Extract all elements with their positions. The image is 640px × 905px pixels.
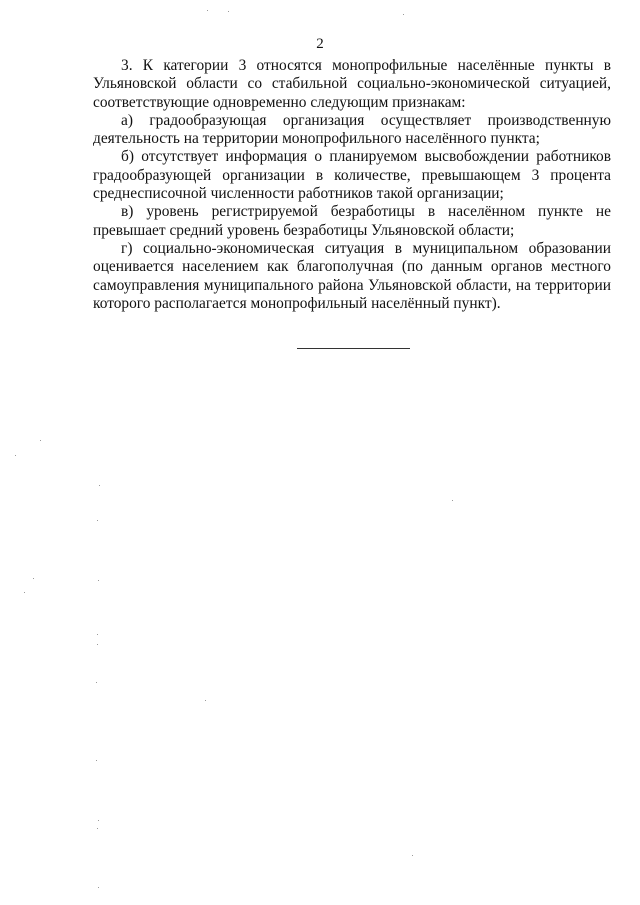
document-body bbox=[93, 57, 611, 313]
scan-speck bbox=[228, 11, 229, 12]
scan-speck bbox=[403, 14, 404, 15]
paragraph-criterion-a: а) градообразующая организация осуществляет производственную деятельность на территории монопрофильного населённого пункта; bbox=[93, 111, 611, 148]
scan-speck bbox=[15, 455, 16, 456]
scan-speck bbox=[33, 578, 34, 579]
paragraph-criterion-v: в) уровень регистрируемой безработицы в населённом пункте не превышает средний уровень безработицы Ульяновской области; bbox=[93, 203, 611, 239]
paragraph-criterion-g: г) социально-экономическая ситуация в муниципальном образовании оценивается населением как благополучная (по данным органов местного самоуправления муниципального района Ульяновской области, на территории которого располагается монопрофильный населённый пункт). bbox=[93, 239, 611, 312]
scan-speck bbox=[99, 485, 100, 486]
scan-speck bbox=[97, 644, 98, 645]
scan-speck bbox=[452, 500, 453, 501]
scan-speck bbox=[207, 10, 208, 11]
scan-speck bbox=[24, 592, 25, 593]
scan-speck bbox=[96, 760, 97, 761]
scan-speck bbox=[40, 440, 41, 441]
scan-speck bbox=[97, 828, 98, 829]
scan-speck bbox=[205, 700, 206, 701]
page-number: 2 bbox=[316, 36, 324, 52]
scan-speck bbox=[97, 634, 98, 635]
paragraph-category-3: 3. К категории 3 относятся монопрофильные населённые пункты в Ульяновской области со стабильной социально-экономической ситуацией, соответствующие одновременно следующим признакам: bbox=[93, 57, 611, 111]
scan-speck bbox=[412, 855, 413, 856]
scan-speck bbox=[98, 820, 99, 821]
end-of-text-divider bbox=[297, 348, 410, 349]
scan-speck bbox=[98, 887, 99, 888]
scan-speck bbox=[96, 682, 97, 683]
paragraph-criterion-b: б) отсутствует информация о планируемом высвобождении работников градообразующей организации в количестве, превышающем 3 процента среднесписочной численности работников такой организации; bbox=[93, 148, 611, 203]
scan-speck bbox=[98, 580, 99, 581]
scan-speck bbox=[97, 520, 98, 521]
